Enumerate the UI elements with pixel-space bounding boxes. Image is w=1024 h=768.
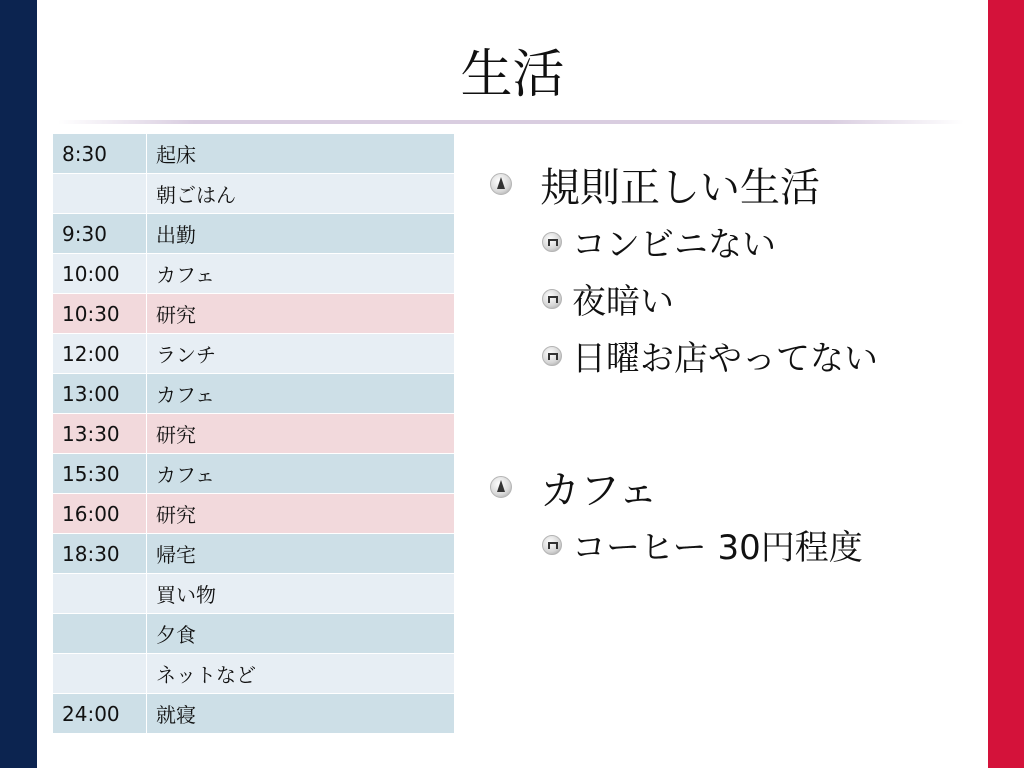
bullet-list xyxy=(490,155,960,573)
sub-bullet-text: コンビニない xyxy=(572,225,776,265)
time-cell xyxy=(53,654,147,694)
time-cell xyxy=(53,174,147,214)
time-cell: 9:30 xyxy=(53,214,147,254)
table-row xyxy=(53,494,455,534)
sub-bullet-item xyxy=(490,327,960,384)
activity-cell: 研究 xyxy=(147,494,455,534)
activity-cell: 就寝 xyxy=(147,694,455,734)
time-cell: 24:00 xyxy=(53,694,147,734)
table-row xyxy=(53,254,455,294)
table-row xyxy=(53,614,455,654)
time-cell: 13:30 xyxy=(53,414,147,454)
table-row xyxy=(53,374,455,414)
bullet-item xyxy=(490,458,960,516)
time-cell xyxy=(53,574,147,614)
activity-cell: 買い物 xyxy=(147,574,455,614)
time-cell: 15:30 xyxy=(53,454,147,494)
sub-bullet-item xyxy=(490,270,960,327)
gate-icon xyxy=(542,232,562,252)
table-row xyxy=(53,574,455,614)
table-row xyxy=(53,534,455,574)
time-cell: 18:30 xyxy=(53,534,147,574)
bullet-text: 規則正しい生活 xyxy=(540,164,820,211)
activity-cell: 夕食 xyxy=(147,614,455,654)
time-cell xyxy=(53,614,147,654)
table-row xyxy=(53,454,455,494)
table-row xyxy=(53,134,455,174)
activity-cell: 帰宅 xyxy=(147,534,455,574)
sub-bullet-item xyxy=(490,516,960,573)
sub-bullet-text: 夜暗い xyxy=(572,282,674,322)
gate-icon xyxy=(542,535,562,555)
activity-cell: 朝ごはん xyxy=(147,174,455,214)
schedule-table xyxy=(52,133,455,734)
activity-cell: カフェ xyxy=(147,374,455,414)
time-cell: 16:00 xyxy=(53,494,147,534)
activity-cell: 起床 xyxy=(147,134,455,174)
table-row xyxy=(53,694,455,734)
time-cell: 12:00 xyxy=(53,334,147,374)
table-row xyxy=(53,174,455,214)
table-row xyxy=(53,414,455,454)
activity-cell: カフェ xyxy=(147,254,455,294)
tower-icon xyxy=(490,173,512,195)
table-row xyxy=(53,294,455,334)
time-cell: 10:30 xyxy=(53,294,147,334)
table-row xyxy=(53,654,455,694)
activity-cell: 出勤 xyxy=(147,214,455,254)
activity-cell: 研究 xyxy=(147,294,455,334)
time-cell: 8:30 xyxy=(53,134,147,174)
sub-bullet-text: コーヒー 30円程度 xyxy=(572,528,863,568)
sub-bullet-text: 日曜お店やってない xyxy=(572,339,878,379)
time-cell: 10:00 xyxy=(53,254,147,294)
title-divider xyxy=(58,120,964,124)
bullet-text: カフェ xyxy=(540,467,658,514)
left-accent-bar xyxy=(0,0,37,768)
bullet-item xyxy=(490,155,960,213)
sub-bullet-item xyxy=(490,213,960,270)
activity-cell: 研究 xyxy=(147,414,455,454)
activity-cell: ランチ xyxy=(147,334,455,374)
right-accent-bar xyxy=(988,0,1024,768)
time-cell: 13:00 xyxy=(53,374,147,414)
gate-icon xyxy=(542,346,562,366)
table-row xyxy=(53,214,455,254)
slide-title: 生活 xyxy=(460,45,565,105)
table-row xyxy=(53,334,455,374)
activity-cell: ネットなど xyxy=(147,654,455,694)
gate-icon xyxy=(542,289,562,309)
activity-cell: カフェ xyxy=(147,454,455,494)
spacer xyxy=(490,384,960,458)
tower-icon xyxy=(490,476,512,498)
